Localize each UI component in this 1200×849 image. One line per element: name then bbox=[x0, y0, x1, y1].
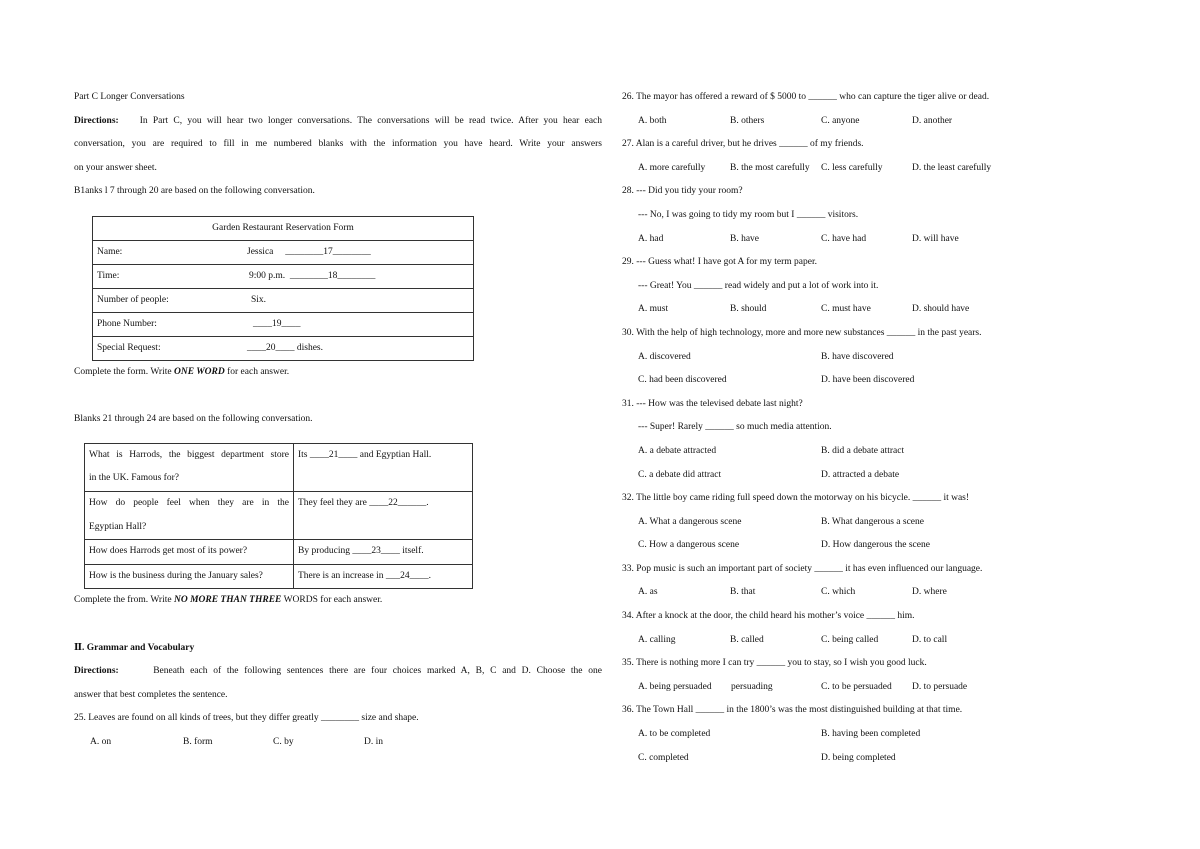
option-b: B. that bbox=[730, 587, 756, 598]
form-label: Special Request: bbox=[93, 336, 244, 360]
question-27-options bbox=[622, 157, 1142, 181]
table-row bbox=[85, 540, 473, 565]
blank-19: ____19____ bbox=[253, 318, 301, 329]
option-d: D. have been discovered bbox=[821, 375, 915, 386]
question-text: What is Harrods, the biggest department store bbox=[89, 449, 289, 460]
question-34-options bbox=[622, 629, 1142, 653]
form-title: Garden Restaurant Reservation Form bbox=[93, 216, 474, 240]
option-d: D. the least carefully bbox=[912, 162, 992, 173]
question-29-options bbox=[622, 298, 1142, 322]
form-value bbox=[243, 264, 474, 288]
directions-line-1 bbox=[74, 110, 602, 134]
table-question: How does Harrods get most of its power? bbox=[85, 540, 294, 565]
reservation-form bbox=[92, 216, 474, 361]
form-label: Number of people: bbox=[93, 288, 244, 312]
form-value bbox=[243, 336, 474, 360]
option-c: C. to be persuaded bbox=[821, 681, 892, 692]
table-answer: There is an increase in ___24____. bbox=[294, 564, 473, 589]
note-text: for each answer. bbox=[224, 366, 290, 377]
question-28-reply: --- No, I was going to tidy my room but I ______ visitors. bbox=[638, 209, 859, 220]
option-a: A. calling bbox=[638, 634, 676, 645]
option-c: C. less carefully bbox=[821, 162, 883, 173]
form-label: Phone Number: bbox=[93, 312, 244, 336]
option-d: D. attracted a debate bbox=[821, 469, 900, 480]
form-value-text: Jessica bbox=[247, 246, 274, 257]
table-question bbox=[85, 443, 294, 491]
form-row bbox=[93, 312, 474, 336]
option-a: A. as bbox=[638, 587, 658, 598]
question-30-options-cd bbox=[622, 369, 1142, 393]
question-28: 28. --- Did you tidy your room? bbox=[622, 186, 743, 197]
directions-line-3: on your answer sheet. bbox=[74, 162, 157, 173]
table-answer: Its ____21____ and Egyptian Hall. bbox=[294, 443, 473, 491]
form-label: Name: bbox=[93, 240, 244, 264]
directions-label: Directions: bbox=[74, 115, 119, 126]
option-b: B. form bbox=[183, 736, 213, 747]
table-row bbox=[85, 564, 473, 589]
option-d: D. How dangerous the scene bbox=[821, 540, 930, 551]
option-d: D. in bbox=[364, 736, 383, 747]
section-2-heading bbox=[74, 637, 602, 661]
question-34: 34. After a knock at the door, the child heard his mother’s voice ______ him. bbox=[622, 611, 915, 622]
option-c: C. must have bbox=[821, 304, 871, 315]
note-text: Complete the form. Write bbox=[74, 366, 174, 377]
blank-17: ________17________ bbox=[285, 246, 371, 257]
directions-text: Beneath each of the following sentences there are four choices marked A, B, C and D. Choose the one bbox=[153, 666, 602, 677]
directions-line-2: conversation, you are required to fill in me numbered blanks with the information you have heard. Write your answers bbox=[74, 139, 602, 150]
option-b: B. What dangerous a scene bbox=[821, 516, 924, 527]
form-row bbox=[93, 264, 474, 288]
option-c: C. How a dangerous scene bbox=[638, 540, 740, 551]
question-32-options-ab bbox=[622, 511, 1142, 535]
spacer bbox=[74, 385, 602, 409]
question-31-reply: --- Super! Rarely ______ so much media attention. bbox=[638, 422, 832, 433]
table-row bbox=[85, 491, 473, 539]
complete-form-note-2 bbox=[74, 589, 602, 613]
question-29: 29. --- Guess what! I have got A for my term paper. bbox=[622, 257, 817, 268]
directions-2-line-2: answer that best completes the sentence. bbox=[74, 689, 228, 700]
question-30-options-ab bbox=[622, 346, 1142, 370]
directions-label: Directions: bbox=[74, 666, 119, 677]
question-30: 30. With the help of high technology, more and more new substances ______ in the past years. bbox=[622, 327, 982, 338]
blank-20: ____20____ bbox=[247, 342, 295, 353]
note-text: WORDS for each answer. bbox=[281, 595, 383, 606]
form-row bbox=[93, 336, 474, 360]
question-35-options bbox=[622, 676, 1142, 700]
option-c: C. which bbox=[821, 587, 856, 598]
option-b: B. the most carefully bbox=[730, 162, 810, 173]
harrods-table bbox=[84, 443, 473, 590]
option-a: A. being persuaded bbox=[638, 681, 712, 692]
option-b: B. did a debate attract bbox=[821, 445, 905, 456]
question-36-options-cd bbox=[622, 747, 1142, 771]
question-32-options-cd bbox=[622, 534, 1142, 558]
option-c: C. being called bbox=[821, 634, 879, 645]
table-answer: They feel they are ____22______. bbox=[294, 491, 473, 539]
option-a: A. on bbox=[90, 736, 112, 747]
option-c: C. have had bbox=[821, 233, 867, 244]
option-c: C. had been discovered bbox=[638, 375, 727, 386]
option-c: C. a debate did attract bbox=[638, 469, 722, 480]
option-d: D. where bbox=[912, 587, 947, 598]
question-33: 33. Pop music is such an important part of society ______ it has even influenced our language. bbox=[622, 563, 983, 574]
table-question: How is the business during the January sales? bbox=[85, 564, 294, 589]
form-value-text: Six. bbox=[251, 294, 267, 305]
option-a: A. a debate attracted bbox=[638, 445, 717, 456]
question-36-options-ab bbox=[622, 723, 1142, 747]
question-25-options bbox=[74, 731, 602, 755]
question-text: in the UK. Famous for? bbox=[89, 473, 179, 484]
option-d: D. will have bbox=[912, 233, 959, 244]
option-b: B. have bbox=[730, 233, 760, 244]
note-emphasis: ONE WORD bbox=[173, 366, 225, 377]
question-28-options bbox=[622, 228, 1142, 252]
question-36: 36. The Town Hall ______ in the 1800’s was the most distinguished building at that time. bbox=[622, 705, 963, 716]
option-a: A. discovered bbox=[638, 351, 691, 362]
option-d: D. to persuade bbox=[912, 681, 968, 692]
option-a: A. more carefully bbox=[638, 162, 706, 173]
question-26: 26. The mayor has offered a reward of $ 5000 to ______ who can capture the tiger alive or dead. bbox=[622, 92, 990, 102]
left-column bbox=[74, 86, 602, 754]
option-a: A. to be completed bbox=[638, 729, 711, 740]
form-value bbox=[243, 312, 474, 336]
form-row bbox=[93, 240, 474, 264]
question-text: How do people feel when they are in the bbox=[89, 497, 289, 508]
question-text: Egyptian Hall? bbox=[89, 521, 147, 532]
option-b: B. called bbox=[730, 634, 764, 645]
question-27: 27. Alan is a careful driver, but he drives ______ of my friends. bbox=[622, 139, 864, 150]
option-a: A. had bbox=[638, 233, 664, 244]
form-row bbox=[93, 288, 474, 312]
note-emphasis: NO MORE THAN THREE bbox=[173, 595, 282, 606]
table-row bbox=[85, 443, 473, 491]
blanks-17-20-intro: B1anks l 7 through 20 are based on the following conversation. bbox=[74, 186, 315, 197]
option-d: D. being completed bbox=[821, 752, 896, 763]
section-title: Ⅱ. Grammar and Vocabulary bbox=[74, 642, 195, 653]
note-text: Complete the from. Write bbox=[74, 595, 174, 606]
option-a: A. What a dangerous scene bbox=[638, 516, 742, 527]
option-d: D. to call bbox=[912, 634, 948, 645]
complete-form-note-1 bbox=[74, 361, 602, 385]
option-a: A. must bbox=[638, 304, 669, 315]
question-32: 32. The little boy came riding full speed down the motorway on his bicycle. ______ it was! bbox=[622, 493, 970, 504]
table-answer: By producing ____23____ itself. bbox=[294, 540, 473, 565]
option-b: B. have discovered bbox=[821, 351, 894, 362]
option-d: D. should have bbox=[912, 304, 970, 315]
question-26-options bbox=[622, 110, 1142, 134]
question-31-options-cd bbox=[622, 464, 1142, 488]
option-d: D. another bbox=[912, 115, 953, 126]
question-35: 35. There is nothing more I can try ______ you to stay, so I wish you good luck. bbox=[622, 658, 927, 669]
spacer bbox=[74, 613, 602, 637]
option-a: A. both bbox=[638, 115, 667, 126]
right-column bbox=[622, 86, 1142, 770]
form-value-text: 9:00 p.m. bbox=[249, 270, 286, 281]
directions-text-1: In Part C, you will hear two longer conversations. The conversations will be read twice. After you hear each bbox=[139, 115, 602, 126]
blanks-21-24-intro: Blanks 21 through 24 are based on the following conversation. bbox=[74, 414, 313, 425]
question-29-reply: --- Great! You ______ read widely and put a lot of work into it. bbox=[638, 280, 879, 291]
form-value bbox=[243, 288, 474, 312]
option-c: C. completed bbox=[638, 752, 689, 763]
form-suffix: dishes. bbox=[296, 342, 323, 353]
form-value bbox=[243, 240, 474, 264]
option-b: persuading bbox=[731, 681, 773, 692]
option-c: C. anyone bbox=[821, 115, 860, 126]
question-33-options bbox=[622, 581, 1142, 605]
option-b: B. having been completed bbox=[821, 729, 921, 740]
option-b: B. should bbox=[730, 304, 767, 315]
question-31: 31. --- How was the televised debate last night? bbox=[622, 398, 803, 409]
directions-2-line-1 bbox=[74, 660, 602, 684]
table-question bbox=[85, 491, 294, 539]
question-25: 25. Leaves are found on all kinds of trees, but they differ greatly ________ size and shape. bbox=[74, 713, 419, 724]
part-c-title: Part C Longer Conversations bbox=[74, 92, 185, 102]
form-label: Time: bbox=[93, 264, 244, 288]
blank-18: ________18________ bbox=[289, 270, 376, 281]
option-b: B. others bbox=[730, 115, 765, 126]
question-31-options-ab bbox=[622, 440, 1142, 464]
option-c: C. by bbox=[273, 736, 294, 747]
